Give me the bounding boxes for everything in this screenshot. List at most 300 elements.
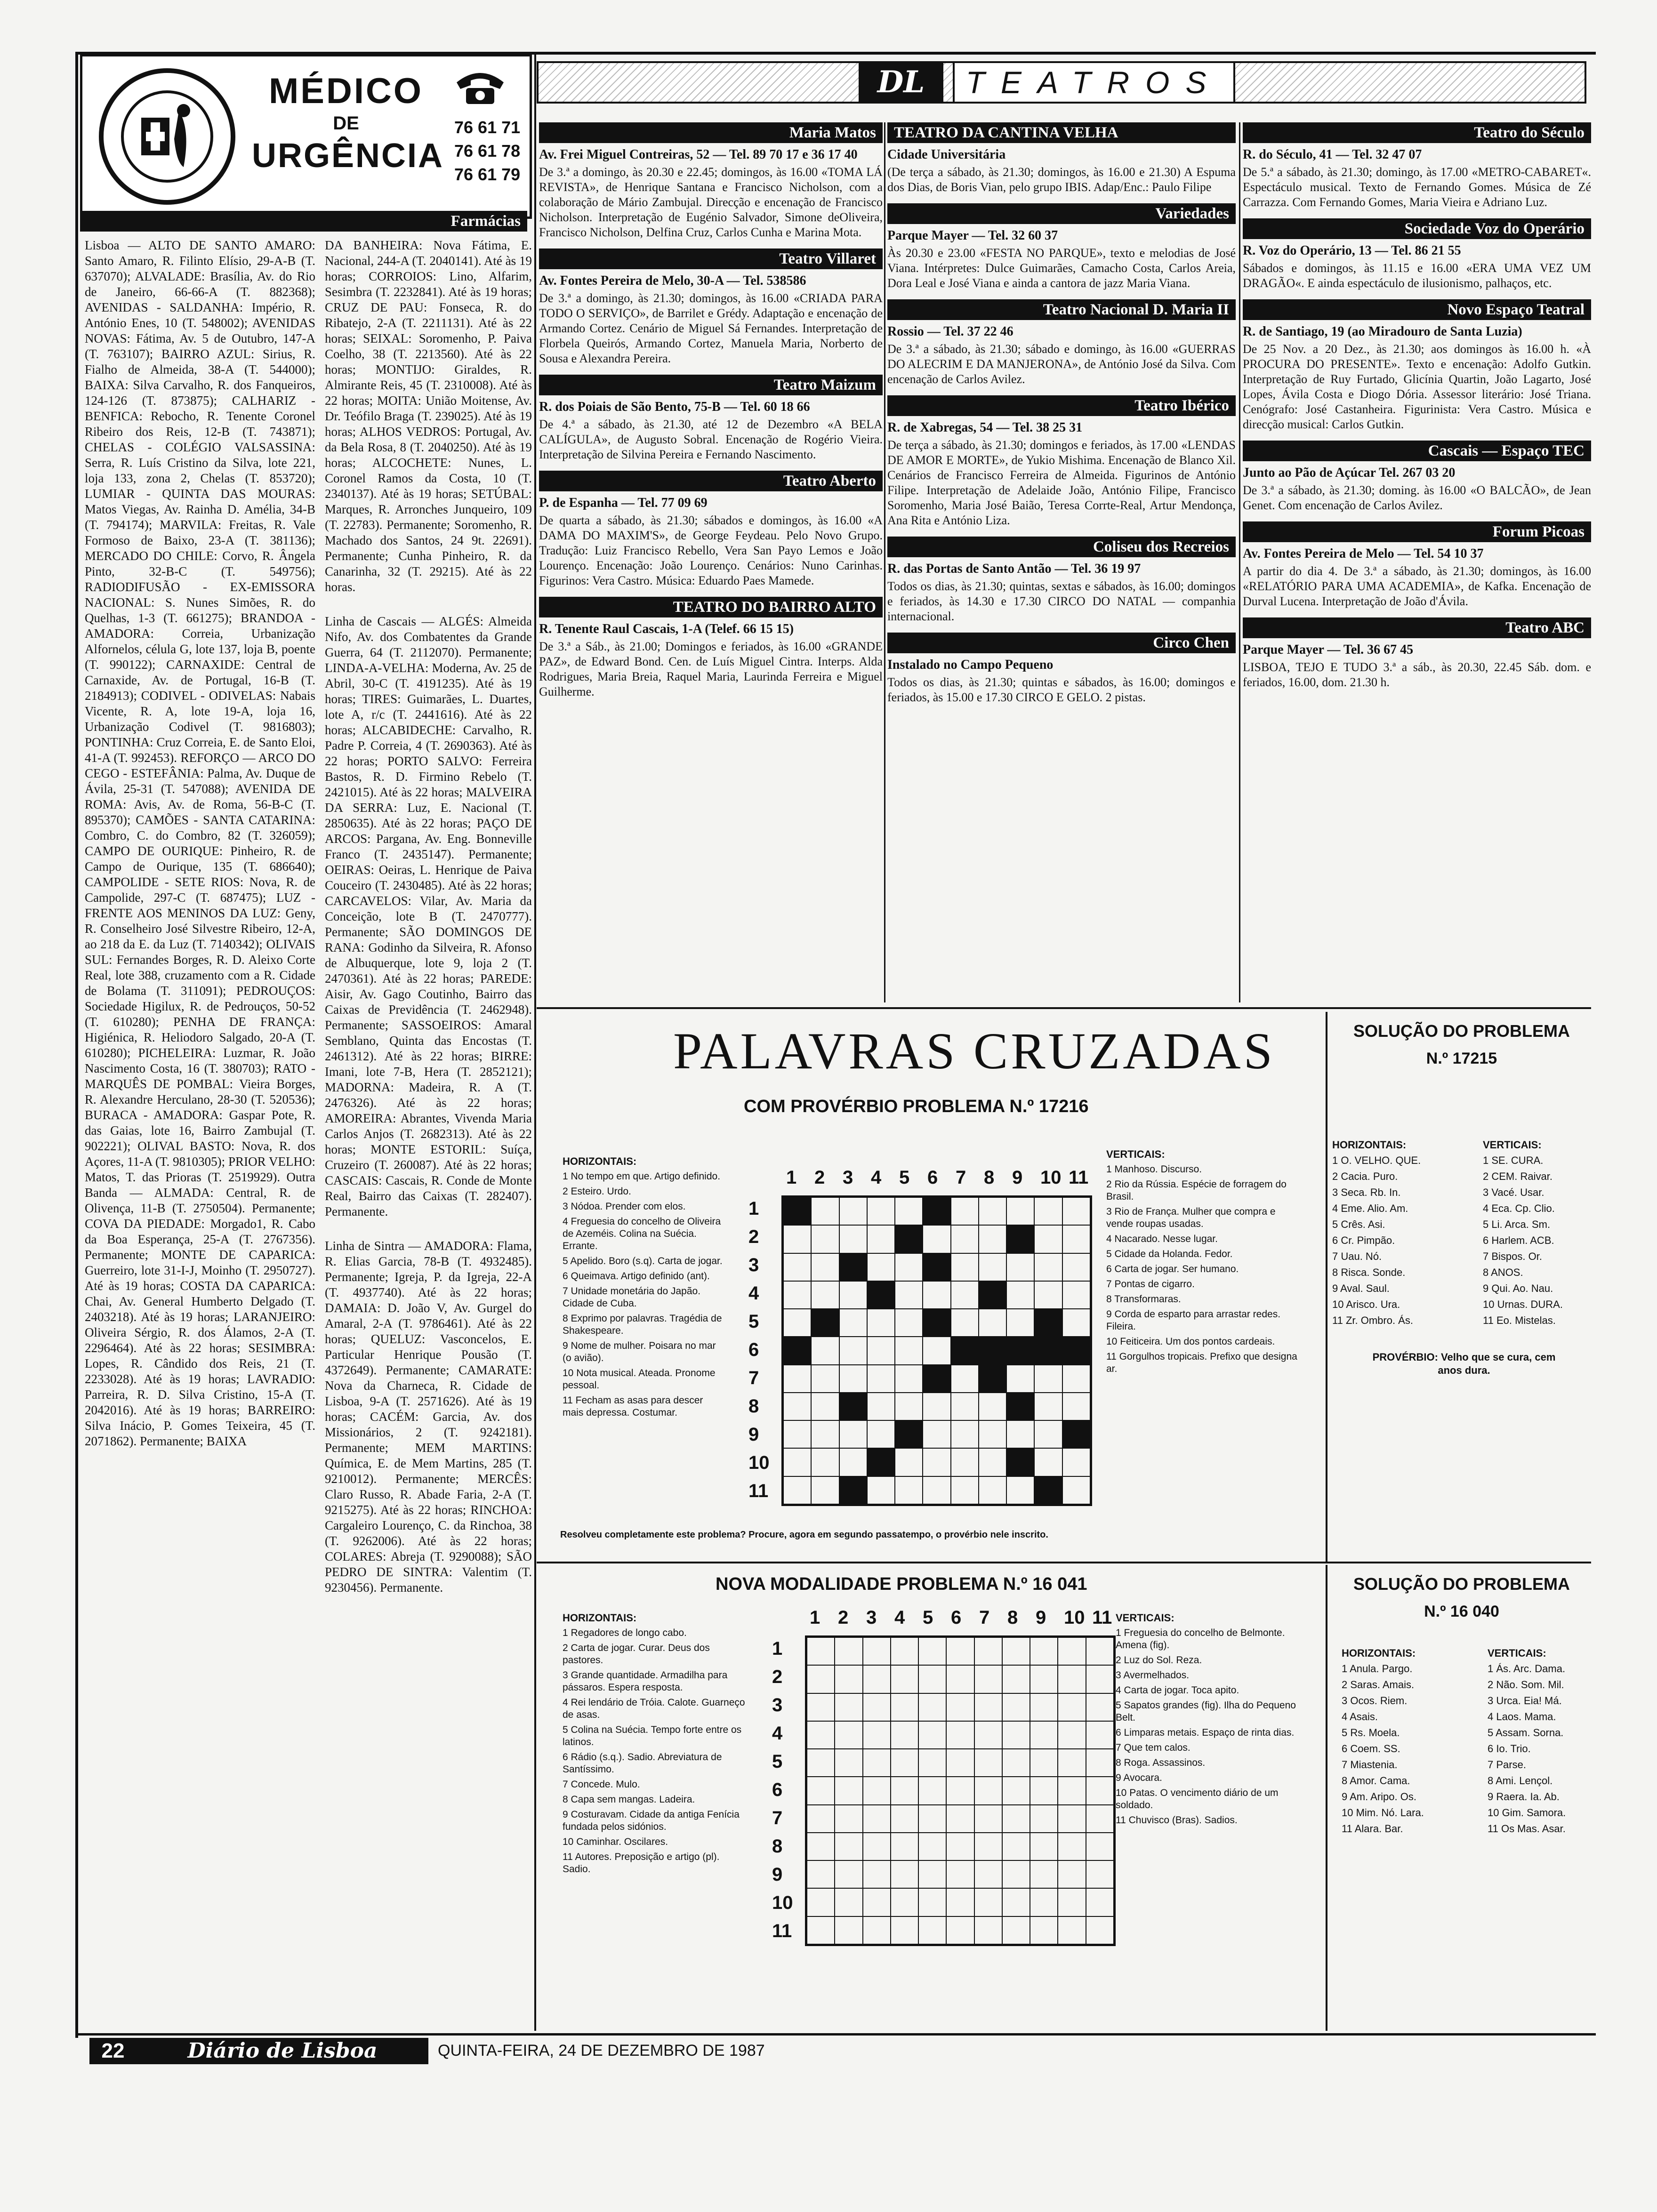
grid-cell[interactable] xyxy=(1058,1833,1086,1860)
grid-cell[interactable] xyxy=(867,1225,895,1253)
grid-cell[interactable] xyxy=(863,1637,891,1665)
grid-cell[interactable] xyxy=(1002,1637,1030,1665)
grid-cell[interactable] xyxy=(974,1916,1002,1944)
grid-cell[interactable] xyxy=(835,1916,862,1944)
grid-cell[interactable] xyxy=(923,1393,950,1420)
grid-cell[interactable] xyxy=(835,1777,862,1804)
grid-cell[interactable] xyxy=(974,1721,1002,1749)
clue-item: 9 Nome de mulher. Poisara no mar (o avião). xyxy=(563,1340,716,1363)
grid-cell[interactable] xyxy=(895,1393,923,1420)
grid-cell[interactable] xyxy=(895,1253,923,1281)
clue-item: 1 Regadores de longo cabo. xyxy=(563,1627,687,1638)
grid-cell[interactable] xyxy=(891,1805,918,1833)
row-number: 9 xyxy=(748,1424,759,1445)
teatros-col-divider-2 xyxy=(1239,122,1240,1002)
grid-cell[interactable] xyxy=(811,1225,839,1253)
grid-cell[interactable] xyxy=(1006,1476,1034,1504)
grid-cell[interactable] xyxy=(946,1860,974,1888)
grid-cell[interactable] xyxy=(1034,1365,1062,1393)
grid-cell[interactable] xyxy=(946,1888,974,1916)
grid-cell[interactable] xyxy=(1086,1860,1114,1888)
grid-cell[interactable] xyxy=(1086,1833,1114,1860)
grid-cell[interactable] xyxy=(1030,1833,1058,1860)
grid-cell[interactable] xyxy=(951,1393,979,1420)
row-number: 4 xyxy=(748,1283,759,1304)
teatro-name: Teatro ABC xyxy=(1243,617,1591,638)
teatros-col1 xyxy=(539,122,883,1002)
grid-cell[interactable] xyxy=(1058,1749,1086,1777)
grid-cell[interactable] xyxy=(979,1253,1006,1281)
teatro-name: Forum Picoas xyxy=(1243,521,1591,542)
grid-cell[interactable] xyxy=(807,1637,835,1665)
grid-cell[interactable] xyxy=(979,1197,1006,1225)
grid-cell[interactable] xyxy=(867,1253,895,1281)
grid-cell[interactable] xyxy=(783,1225,811,1253)
grid-cell[interactable] xyxy=(918,1777,946,1804)
grid-cell[interactable] xyxy=(867,1197,895,1225)
grid-cell[interactable] xyxy=(974,1777,1002,1804)
row-number: 7 xyxy=(772,1808,783,1828)
solution-item: 11 Eo. Mistelas. xyxy=(1483,1314,1556,1326)
grid-cell[interactable] xyxy=(891,1860,918,1888)
grid-cell[interactable] xyxy=(867,1365,895,1393)
grid-cell[interactable] xyxy=(951,1309,979,1337)
grid-cell[interactable] xyxy=(807,1860,835,1888)
grid-block xyxy=(1006,1337,1034,1364)
grid-cell[interactable] xyxy=(863,1665,891,1693)
grid-cell[interactable] xyxy=(1062,1281,1090,1309)
grid-cell[interactable] xyxy=(951,1476,979,1504)
grid-cell[interactable] xyxy=(918,1693,946,1721)
solution-item: 1 O. VELHO. QUE. xyxy=(1332,1154,1421,1166)
grid-cell[interactable] xyxy=(811,1476,839,1504)
solution-item: 10 Arisco. Ura. xyxy=(1332,1298,1400,1310)
grid-cell[interactable] xyxy=(1002,1916,1030,1944)
grid-cell[interactable] xyxy=(1086,1749,1114,1777)
grid-cell[interactable] xyxy=(951,1253,979,1281)
grid-cell[interactable] xyxy=(811,1197,839,1225)
grid-cell[interactable] xyxy=(1002,1833,1030,1860)
teatro-listing xyxy=(887,203,1236,291)
grid-cell[interactable] xyxy=(863,1777,891,1804)
teatro-description: Todos os dias, às 21.30; quintas e sábados, às 16.00; domingos e feriados, às 15.00 e 17.30 CIRCO E GELO. 2 pistas. xyxy=(887,675,1236,704)
grid-cell[interactable] xyxy=(974,1749,1002,1777)
grid-cell[interactable] xyxy=(807,1833,835,1860)
solution-item: 9 Am. Aripo. Os. xyxy=(1342,1791,1416,1803)
grid-cell[interactable] xyxy=(918,1860,946,1888)
grid-cell[interactable] xyxy=(946,1749,974,1777)
grid-cell[interactable] xyxy=(918,1916,946,1944)
teatro-listing xyxy=(539,122,883,240)
farmacias-lisboa-text: Lisboa — ALTO DE SANTO AMARO: Santo Amaro, R. Filinto Elísio, 29-A-B (T. 637070); ALVALADE: Brasília, Av. do Rio de Janeiro, 66-66-A (T. 882368); AVENIDAS - SALDANHA: Império, R. António Enes, 10 (T. 548002); AVENIDAS NOVAS: Fátima, Av. 5 de Outubro, 147-A (T. 763107); BAIRRO AZUL: Sirius, R. Fialho de Almeida, 38-A (T. 544000); BAIXA: Silva Carvalho, R. dos Fanqueiros, 124-126 (T. 873875); CALHARIZ - BENFICA: Rebocho, R. Tenente Coronel Ribeiro dos Reis, 12-B (T. 743871); CHELAS - COLÉGIO VALSASSINA: Serra, R. Luís Cristino da Silva, lote 221, loja 133, zona 2, Chelas (T. 853720); LUMIAR - QUINTA DAS MOURAS: Matos Viegas, Av. Rainha D. Amélia, 34-B (T. 794174); MARVILA: Freitas, R. Vale Formoso de Baixo, 23-A (T. 381136); MERCADO DO CHILE: Corvo, R. Ângela Pinto, 32-B-C (T. 549756); RADIODIFUSÃO - EX-EMISSORA NACIONAL: S. Nunes Simões, R. do Quelhas, 1-3 (T. 661275); BRANDOA - AMADORA: Correia, Urbanização Alfornelos, célula G, lote 137, loja B, poente (T. 990122); CARNAXIDE: Central de Carnaxide, Av. de Portugal, 16-B (T. 2184913); CODIVEL - ODIVELAS: Nabais Vicente, R. A, lote 19-A, loja 16, Urbanização Codivel (T. 9816803); PONTINHA: Cruz Correia, E. de Santo Eloi, 41-A (T. 992453). REFORÇO — ARCO DO CEGO - ESTEFÂNIA: Palma, Av. Duque de Ávila, 25-31 (T. 547088); AVENIDA DE ROMA: Avis, Av. de Roma, 56-B-C (T. 895370); CAMÕES - SANTA CATARINA: Combro, C. do Combro, 82 (T. 326059); CAMPO DE OURIQUE: Pinheiro, R. de Campo de Ourique, 135 (T. 686640); CAMPOLIDE - SETE RIOS: Nova, R. de Campolide, 297-C (T. 687475); LUZ - FRENTE AOS MENINOS DA LUZ: Geny, R. Conselheiro José Silvestre Ribeiro, 12-A, ao 218 da E. da Luz (T. 7140342); OLIVAIS SUL: Fernandes Borges, R. D. Aleixo Corte Real, lote 388, cruzamento com a R. Cidade de Bolama (T. 311091); PEDROUÇOS: Sociedade Higilux, R. de Pedrouços, 50-52 (T. 610280); PENHA DE FRANÇA: Higiénica, R. Heliodoro Salgado, 20-A (T. 610280); PICHELEIRA: Luzmar, R. João Nascimento Costa, 16 (T. 380703); RATO - MARQUÊS DE POMBAL: Vieira Borges, R. Alexandre Herculano, 28-30 (T. 520536); BURACA - AMADORA: Gaspar Pote, R. das Gaias, lote 16, Bairro Zambujal (T. 902221); OLIVAL BASTO: Nova, R. dos Açores, 11-A (T. 9810305); PRIOR VELHO: Matos, T. das Prioras (T. 2519929). Outra Banda — ALMADA: Central, R. de Olivença, 11-B (T. 2750504). Permanente; COVA DA PIEDADE: Morgado1, R. Cabo da Boa Esperança, 25-A (T. 2767356). Permanente; MONTE DE CAPARICA: Guerreiro, lote 31-I-J, Moinho (T. 2950727). Até às 19 horas; COSTA DA CAPARICA: Chai, Av. General Humberto Delgado (T. 2403218). Até às 19 horas; LARANJEIRO: Oliveira Sérgio, R. dos Álamos, 2-A (T. 2296464). Até às 22 horas; SESIMBRA: Lopes, R. Cândido dos Reis, 21 (T. 2233028). Até às 19 horas; LAVRADIO: Parreira, R. D. Silva Cristino, 15-A (T. 2042016). Até às 19 horas; BARREIRO: Silva Inácio, P. Gomes Teixeira, 45 (T. 2071862). Permanente; BAIXA xyxy=(85,238,315,1448)
grid-cell[interactable] xyxy=(891,1721,918,1749)
grid-cell[interactable] xyxy=(1058,1693,1086,1721)
grid-cell[interactable] xyxy=(783,1393,811,1420)
grid-cell[interactable] xyxy=(783,1448,811,1476)
grid-cell[interactable] xyxy=(895,1476,923,1504)
farmacias-cascais-text: Linha de Cascais — ALGÉS: Almeida Nifo, Av. dos Combatentes da Grande Guerra, 64 (T. 2112070). Permanente; LINDA-A-VELHA: Moderna, Av. 25 de Abril, 30-C (T. 4191235). Até às 19 horas; TIRES: Guimarães, L. Duartes, lote A, r/c (T. 2441616). Até às 22 horas; ALCABIDECHE: Carvalho, R. Padre P. Correia, 4 (T. 2690363). Até às 22 horas; PORTO SALVO: Ferreira Bastos, R. D. Firmino Rebelo (T. 2421015). Até às 22 horas; MALVEIRA DA SERRA: Luz, E. Nacional (T. 2850635). Até às 22 horas; PAÇO DE ARCOS: Pargana, Av. Eng. Bonneville Franco (T. 2435147). Permanente; OEIRAS: Oeiras, L. Henrique de Paiva Couceiro (T. 2430485). Até às 22 horas; CARCAVELOS: Vilar, Av. Maria da Conceição, lote B (T. 2470777). Permanente; SÃO DOMINGOS DE RANA: Godinho da Silveira, R. Afonso de Albuquerque, lote 9, loja 2 (T. 2470361). Até às 22 horas; PAREDE: Aisir, Av. Gago Coutinho, Bairro das Caixas de Previdência (T. 2462948). Permanente; SASSOEIROS: Amaral Semblano, Quinta das Encostas (T. 2461312). Até às 22 horas; BIRRE: Imani, lote 7-B, Hera (T. 2852121); MADORNA: Madeira, R. A (T. 2476326). Até às 22 horas; AMOREIRA: Abrantes, Vivenda Maria Carlos Anjos (T. 2682313). Até às 22 horas; MONTE ESTORIL: Suíça, Cruzeiro (T. 260087). Até às 22 horas; CASCAIS: Cascais, R. Conde de Monte Real, Bairro das Caixas (T. 282407). Permanente. xyxy=(325,614,532,1218)
grid-cell[interactable] xyxy=(1086,1637,1114,1665)
grid-cell[interactable] xyxy=(974,1665,1002,1693)
column-number: 7 xyxy=(979,1607,990,1628)
grid-cell[interactable] xyxy=(839,1197,867,1225)
grid-cell[interactable] xyxy=(867,1393,895,1420)
grid-cell[interactable] xyxy=(1058,1860,1086,1888)
grid-cell[interactable] xyxy=(923,1337,950,1364)
grid-cell[interactable] xyxy=(811,1393,839,1420)
crossword-mid-rule xyxy=(537,1562,1591,1563)
grid-cell[interactable] xyxy=(895,1309,923,1337)
grid-cell[interactable] xyxy=(1034,1448,1062,1476)
grid-cell[interactable] xyxy=(923,1420,950,1448)
grid-cell[interactable] xyxy=(807,1749,835,1777)
grid-cell[interactable] xyxy=(839,1281,867,1309)
grid-cell[interactable] xyxy=(946,1833,974,1860)
bottom-rule xyxy=(75,2033,1596,2036)
grid-cell[interactable] xyxy=(835,1693,862,1721)
grid-cell[interactable] xyxy=(946,1805,974,1833)
grid-cell[interactable] xyxy=(918,1637,946,1665)
grid-cell[interactable] xyxy=(946,1777,974,1804)
grid-cell[interactable] xyxy=(839,1365,867,1393)
grid-cell[interactable] xyxy=(895,1337,923,1364)
grid-cell[interactable] xyxy=(811,1337,839,1364)
grid-cell[interactable] xyxy=(1034,1253,1062,1281)
grid-block xyxy=(839,1476,867,1504)
grid-cell[interactable] xyxy=(951,1225,979,1253)
grid-block xyxy=(951,1337,979,1364)
grid-block xyxy=(783,1197,811,1225)
grid-cell[interactable] xyxy=(1002,1860,1030,1888)
grid-cell[interactable] xyxy=(1006,1309,1034,1337)
grid-cell[interactable] xyxy=(839,1420,867,1448)
grid-cell[interactable] xyxy=(1002,1777,1030,1804)
grid-cell[interactable] xyxy=(895,1281,923,1309)
grid-cell[interactable] xyxy=(979,1476,1006,1504)
teatros-banner xyxy=(537,61,1586,104)
grid-cell[interactable] xyxy=(891,1749,918,1777)
grid-cell[interactable] xyxy=(1030,1916,1058,1944)
grid-cell[interactable] xyxy=(839,1448,867,1476)
teatro-description: A partir do dia 4. De 3.ª a sábado, às 21.30; domingos, às 16.00 «RELATÓRIO PARA UMA ACADEMIA», de Kafka. Encenação de Durval Lucena. Interpretação de João d'Ávila. xyxy=(1243,564,1591,608)
grid-cell[interactable] xyxy=(918,1665,946,1693)
grid-cell[interactable] xyxy=(863,1888,891,1916)
grid-cell[interactable] xyxy=(807,1721,835,1749)
grid-cell[interactable] xyxy=(1006,1253,1034,1281)
grid-cell[interactable] xyxy=(1030,1637,1058,1665)
grid-cell[interactable] xyxy=(783,1365,811,1393)
grid-cell[interactable] xyxy=(946,1916,974,1944)
grid-cell[interactable] xyxy=(974,1833,1002,1860)
clue-item: 8 Roga. Assassinos. xyxy=(1116,1757,1206,1768)
phone-1: 76 61 71 xyxy=(454,118,521,137)
teatro-name: TEATRO DO BAIRRO ALTO xyxy=(539,597,883,617)
grid-cell[interactable] xyxy=(1058,1916,1086,1944)
grid-cell[interactable] xyxy=(863,1833,891,1860)
teatro-address: Junto ao Pão de Açúcar Tel. 267 03 20 xyxy=(1243,465,1456,480)
grid-cell[interactable] xyxy=(811,1420,839,1448)
grid-cell[interactable] xyxy=(1058,1637,1086,1665)
solution1-proverbio: PROVÉRBIO: Velho que se cura, cem anos dura. xyxy=(1372,1351,1556,1376)
teatro-address: R. Voz do Operário, 13 — Tel. 86 21 55 xyxy=(1243,243,1461,258)
teatro-name: Novo Espaço Teatral xyxy=(1243,299,1591,320)
grid-cell[interactable] xyxy=(1086,1888,1114,1916)
teatro-description: Todos os dias, às 21.30; quintas, sextas e sábados, às 16.00; domingos e feriados, às 14.30 e 17.30 CIRCO DO NATAL — companhia internacional. xyxy=(887,579,1236,623)
grid-block xyxy=(1006,1393,1034,1420)
grid-cell[interactable] xyxy=(1058,1888,1086,1916)
grid-cell[interactable] xyxy=(951,1197,979,1225)
grid-cell[interactable] xyxy=(1002,1805,1030,1833)
grid-cell[interactable] xyxy=(979,1393,1006,1420)
grid-cell[interactable] xyxy=(979,1448,1006,1476)
grid-cell[interactable] xyxy=(863,1693,891,1721)
grid-cell[interactable] xyxy=(835,1749,862,1777)
solution1-horizontais xyxy=(1332,1139,1478,1330)
grid-cell[interactable] xyxy=(979,1309,1006,1337)
row-number: 3 xyxy=(772,1695,783,1715)
column-number: 11 xyxy=(1069,1167,1089,1188)
grid-cell[interactable] xyxy=(1030,1665,1058,1693)
teatro-name: Teatro do Século xyxy=(1243,122,1591,143)
grid-cell[interactable] xyxy=(891,1693,918,1721)
grid-cell[interactable] xyxy=(951,1365,979,1393)
grid-cell[interactable] xyxy=(1034,1197,1062,1225)
row-number: 1 xyxy=(748,1198,759,1219)
column-number: 1 xyxy=(810,1607,820,1628)
grid-cell[interactable] xyxy=(807,1888,835,1916)
grid-cell[interactable] xyxy=(807,1777,835,1804)
grid-cell[interactable] xyxy=(1030,1888,1058,1916)
grid-cell[interactable] xyxy=(783,1420,811,1448)
grid-cell[interactable] xyxy=(863,1916,891,1944)
grid-cell[interactable] xyxy=(1006,1281,1034,1309)
solution-item: 2 Não. Som. Mil. xyxy=(1488,1679,1564,1691)
grid-cell[interactable] xyxy=(1062,1309,1090,1337)
grid-cell[interactable] xyxy=(1062,1448,1090,1476)
grid-cell[interactable] xyxy=(1058,1721,1086,1749)
grid-cell[interactable] xyxy=(807,1805,835,1833)
grid-cell[interactable] xyxy=(974,1888,1002,1916)
grid-block xyxy=(867,1448,895,1476)
grid-cell[interactable] xyxy=(923,1225,950,1253)
grid-cell[interactable] xyxy=(1086,1665,1114,1693)
grid-cell[interactable] xyxy=(1034,1393,1062,1420)
crossword-section-1 xyxy=(537,1012,1327,1563)
medico-urgencia: URGÊNCIA xyxy=(252,137,444,175)
crossword-section-2 xyxy=(537,1565,1327,2031)
solution2-box xyxy=(1332,1565,1591,2031)
grid-cell[interactable] xyxy=(839,1337,867,1364)
grid-cell[interactable] xyxy=(923,1281,950,1309)
grid-cell[interactable] xyxy=(918,1805,946,1833)
grid-cell[interactable] xyxy=(891,1665,918,1693)
grid-cell[interactable] xyxy=(863,1749,891,1777)
grid-cell[interactable] xyxy=(867,1476,895,1504)
teatro-name: TEATRO DA CANTINA VELHA xyxy=(887,122,1236,143)
grid-cell[interactable] xyxy=(891,1637,918,1665)
grid-cell[interactable] xyxy=(923,1448,950,1476)
solution-item: 5 Li. Arca. Sm. xyxy=(1483,1218,1551,1230)
grid-cell[interactable] xyxy=(811,1281,839,1309)
grid-cell[interactable] xyxy=(1062,1225,1090,1253)
grid-cell[interactable] xyxy=(979,1420,1006,1448)
grid-cell[interactable] xyxy=(891,1916,918,1944)
teatro-name: Cascais — Espaço TEC xyxy=(1243,441,1591,461)
grid-cell[interactable] xyxy=(1002,1693,1030,1721)
teatro-name: Coliseu dos Recreios xyxy=(887,537,1236,557)
grid-cell[interactable] xyxy=(867,1337,895,1364)
grid-cell[interactable] xyxy=(951,1281,979,1309)
grid-cell[interactable] xyxy=(895,1197,923,1225)
grid-cell[interactable] xyxy=(835,1721,862,1749)
grid-cell[interactable] xyxy=(1030,1777,1058,1804)
solution1-verticais xyxy=(1483,1139,1591,1330)
grid-cell[interactable] xyxy=(811,1253,839,1281)
problem1-horizontais xyxy=(563,1155,723,1422)
page-number: 22 xyxy=(89,2038,137,2064)
teatro-address: Rossio — Tel. 37 22 46 xyxy=(887,324,1014,339)
grid-cell[interactable] xyxy=(1030,1721,1058,1749)
grid-cell[interactable] xyxy=(807,1693,835,1721)
grid-cell[interactable] xyxy=(835,1833,862,1860)
grid-cell[interactable] xyxy=(895,1448,923,1476)
grid-cell[interactable] xyxy=(1062,1365,1090,1393)
grid-cell[interactable] xyxy=(1006,1365,1034,1393)
grid-cell[interactable] xyxy=(783,1476,811,1504)
grid-cell[interactable] xyxy=(1002,1721,1030,1749)
grid-cell[interactable] xyxy=(783,1281,811,1309)
solution-item: 11 Os Mas. Asar. xyxy=(1488,1823,1566,1835)
grid-cell[interactable] xyxy=(1002,1888,1030,1916)
problem2-vert-label: VERTICAIS: xyxy=(1116,1612,1174,1624)
column-number: 2 xyxy=(814,1167,825,1188)
solution-item: 2 Saras. Amais. xyxy=(1342,1679,1415,1691)
grid-cell[interactable] xyxy=(891,1777,918,1804)
phone-3: 76 61 79 xyxy=(454,165,521,184)
grid-cell[interactable] xyxy=(891,1833,918,1860)
farmacias-sintra-text: Linha de Sintra — AMADORA: Flama, R. Elias Garcia, 78-B (T. 4932485). Permanente; Igreja, P. da Igreja, 22-A (T. 4937740). Até às 22 horas; DAMAIA: D. João V, Av. Gurgel do Amaral, 2-A (T. 9786461). Até às 22 horas; QUELUZ: Vasconcelos, E. Particular Henrique Pousão (T. 4372649). Permanente; CAMARATE: Nova da Charneca, R. Cidade de Lisboa, 9-A (T. 2571626). Até às 19 horas; CACÉM: Garcia, Av. dos Missionários, 2 (T. 9242181). Permanente; MEM MARTINS: Química, E. de Mem Martins, 285 (T. 9210012). Permanente; MERCÊS: Claro Russo, R. Abade Faria, 2-A (T. 9215275). Até às 22 horas; RINCHOA: Cargaleiro Lourenço, C. da Rinchoa, 38 (T. 9262006). Até às 22 horas; COLARES: Abreja (T. 9290088); SÃO PEDRO DE SINTRA: Valentim (T. 9230456). Permanente. xyxy=(325,1239,532,1595)
grid-cell[interactable] xyxy=(839,1225,867,1253)
grid-cell[interactable] xyxy=(835,1637,862,1665)
solution1-box xyxy=(1332,1012,1591,1563)
grid-cell[interactable] xyxy=(863,1721,891,1749)
grid-cell[interactable] xyxy=(811,1365,839,1393)
solution-item: 10 Gim. Samora. xyxy=(1488,1807,1566,1819)
grid-cell[interactable] xyxy=(1030,1805,1058,1833)
problem2-grid[interactable] xyxy=(805,1635,1116,1946)
solution-item: 8 Risca. Sonde. xyxy=(1332,1266,1406,1278)
solution-item: 1 Anula. Pargo. xyxy=(1342,1663,1413,1675)
grid-cell[interactable] xyxy=(979,1225,1006,1253)
grid-cell[interactable] xyxy=(918,1721,946,1749)
grid-cell[interactable] xyxy=(835,1665,862,1693)
clue-item: 11 Gorgulhos tropicais. Prefixo que designa ar. xyxy=(1106,1351,1297,1374)
grid-cell[interactable] xyxy=(863,1860,891,1888)
grid-cell[interactable] xyxy=(951,1420,979,1448)
grid-cell[interactable] xyxy=(1086,1916,1114,1944)
grid-cell[interactable] xyxy=(835,1888,862,1916)
grid-cell[interactable] xyxy=(918,1749,946,1777)
grid-cell[interactable] xyxy=(1006,1420,1034,1448)
row-number: 3 xyxy=(748,1255,759,1275)
grid-cell[interactable] xyxy=(1030,1749,1058,1777)
grid-cell[interactable] xyxy=(783,1253,811,1281)
grid-cell[interactable] xyxy=(918,1888,946,1916)
grid-cell[interactable] xyxy=(974,1693,1002,1721)
grid-cell[interactable] xyxy=(1034,1281,1062,1309)
grid-cell[interactable] xyxy=(867,1420,895,1448)
grid-cell[interactable] xyxy=(946,1693,974,1721)
solution-item: 1 SE. CURA. xyxy=(1483,1154,1544,1166)
grid-cell[interactable] xyxy=(807,1916,835,1944)
grid-cell[interactable] xyxy=(783,1309,811,1337)
solution2-vert-label: VERTICAIS: xyxy=(1488,1647,1546,1659)
grid-cell[interactable] xyxy=(1062,1476,1090,1504)
grid-cell[interactable] xyxy=(1062,1393,1090,1420)
teatro-listing xyxy=(1243,218,1591,291)
grid-cell[interactable] xyxy=(867,1309,895,1337)
grid-cell[interactable] xyxy=(946,1665,974,1693)
grid-cell[interactable] xyxy=(974,1860,1002,1888)
clue-item: 7 Concede. Mulo. xyxy=(563,1779,640,1790)
grid-cell[interactable] xyxy=(863,1805,891,1833)
grid-cell[interactable] xyxy=(1030,1860,1058,1888)
column-number: 1 xyxy=(786,1167,797,1188)
problem1-grid[interactable] xyxy=(781,1195,1092,1506)
grid-cell[interactable] xyxy=(918,1833,946,1860)
grid-cell[interactable] xyxy=(1086,1805,1114,1833)
grid-cell[interactable] xyxy=(974,1805,1002,1833)
grid-cell[interactable] xyxy=(1062,1197,1090,1225)
grid-cell[interactable] xyxy=(1086,1693,1114,1721)
grid-cell[interactable] xyxy=(811,1448,839,1476)
grid-cell[interactable] xyxy=(946,1721,974,1749)
teatro-listing xyxy=(539,471,883,588)
grid-cell[interactable] xyxy=(974,1637,1002,1665)
grid-cell[interactable] xyxy=(1058,1665,1086,1693)
grid-cell[interactable] xyxy=(891,1888,918,1916)
medico-urgencia-box xyxy=(80,54,532,219)
grid-cell[interactable] xyxy=(1002,1749,1030,1777)
row-number: 5 xyxy=(748,1311,759,1332)
grid-cell[interactable] xyxy=(1006,1197,1034,1225)
grid-cell[interactable] xyxy=(1002,1665,1030,1693)
grid-cell[interactable] xyxy=(839,1309,867,1337)
grid-cell[interactable] xyxy=(951,1448,979,1476)
grid-block xyxy=(867,1281,895,1309)
grid-cell[interactable] xyxy=(1034,1225,1062,1253)
row-number: 8 xyxy=(772,1836,783,1857)
grid-cell[interactable] xyxy=(1058,1777,1086,1804)
solution-item: 6 Cr. Pimpão. xyxy=(1332,1234,1395,1246)
grid-cell[interactable] xyxy=(835,1860,862,1888)
solution1-number: N.º 17215 xyxy=(1426,1050,1497,1067)
dl-logo: DL xyxy=(859,63,943,102)
teatro-address: Av. Fontes Pereira de Melo, 30-A — Tel. 538586 xyxy=(539,273,806,288)
grid-cell[interactable] xyxy=(807,1665,835,1693)
grid-cell[interactable] xyxy=(895,1365,923,1393)
grid-cell[interactable] xyxy=(923,1476,950,1504)
farmacias-header: Farmácias xyxy=(80,211,527,232)
grid-cell[interactable] xyxy=(1086,1777,1114,1804)
grid-cell[interactable] xyxy=(946,1637,974,1665)
grid-cell[interactable] xyxy=(1034,1420,1062,1448)
grid-cell[interactable] xyxy=(1062,1253,1090,1281)
grid-cell[interactable] xyxy=(1058,1805,1086,1833)
grid-cell[interactable] xyxy=(1086,1721,1114,1749)
grid-cell[interactable] xyxy=(835,1805,862,1833)
grid-cell[interactable] xyxy=(1030,1693,1058,1721)
